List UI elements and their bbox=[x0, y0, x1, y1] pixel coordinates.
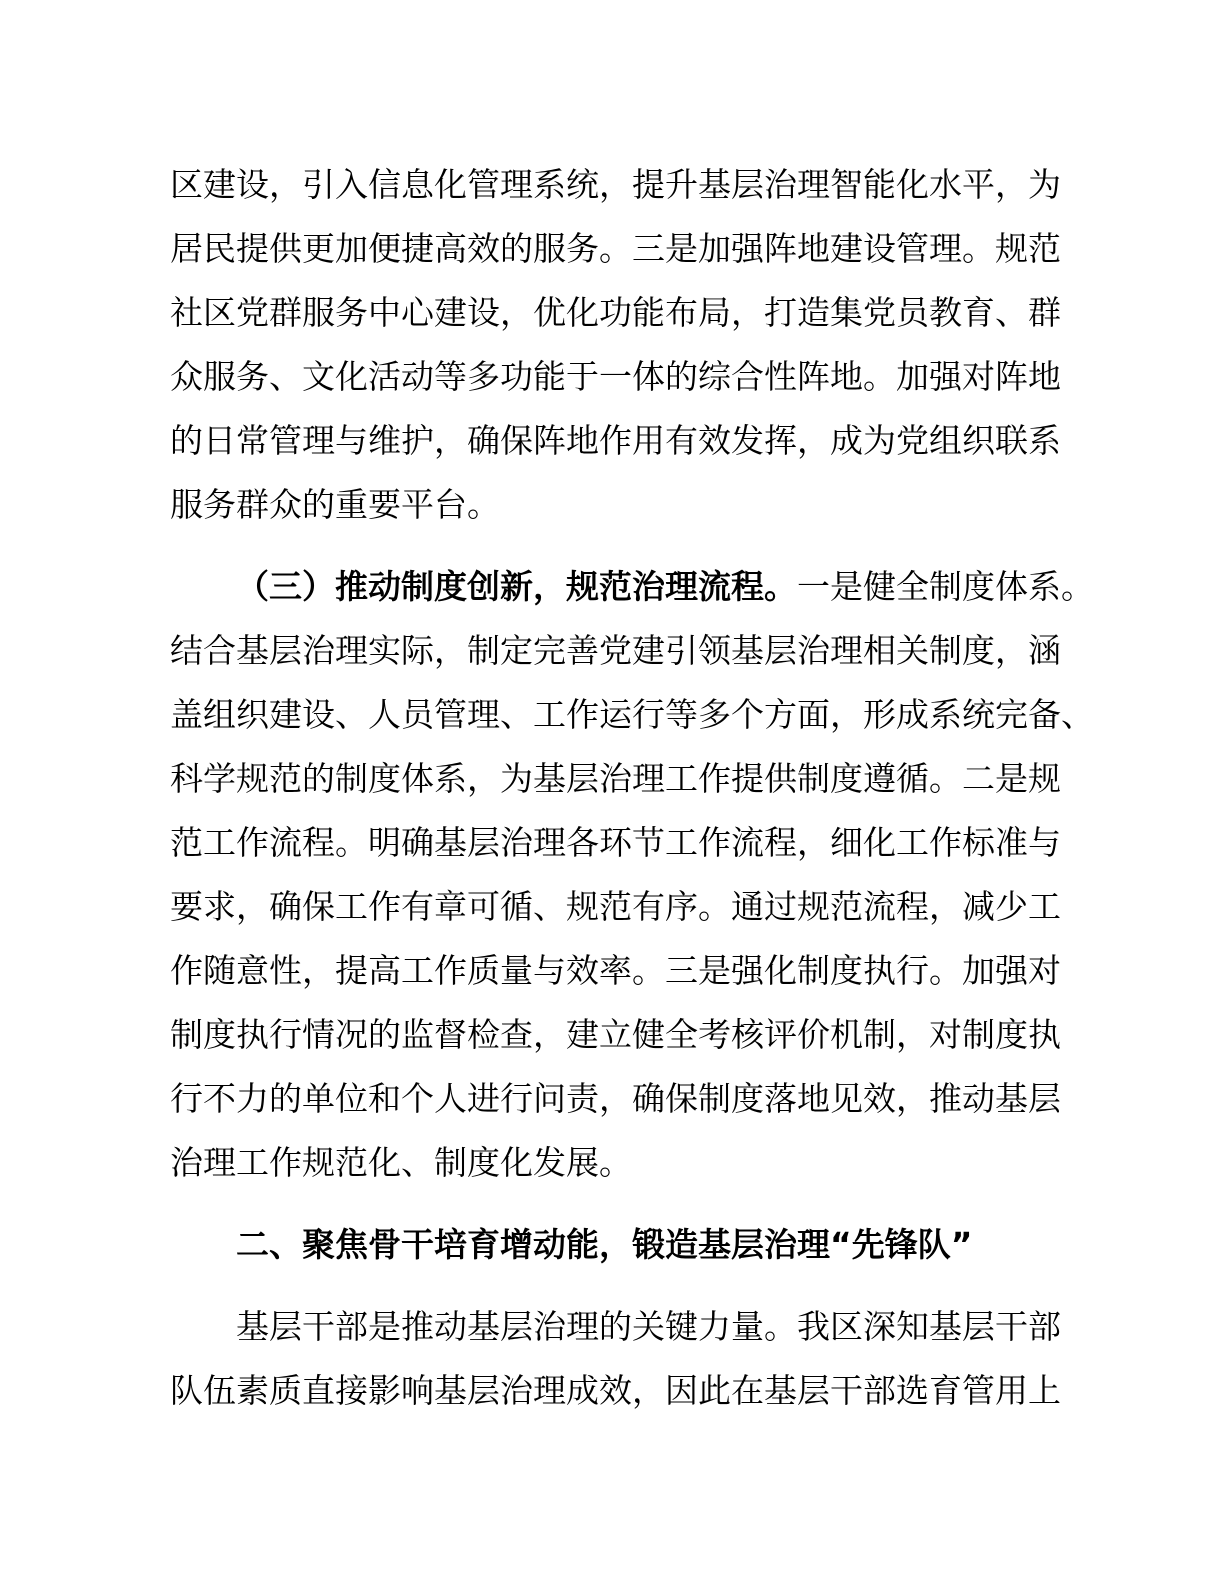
text-line: 范工作流程。明确基层治理各环节工作流程，细化工作标准与 bbox=[170, 823, 1061, 862]
text-line: 的日常管理与维护，确保阵地作用有效发挥，成为党组织联系 bbox=[170, 421, 1061, 460]
text-line: 制度执行情况的监督检查，建立健全考核评价机制，对制度执 bbox=[170, 1015, 1061, 1054]
section-two-heading: 二、聚焦骨干培育增动能，锻造基层治理“先锋队” bbox=[236, 1225, 973, 1264]
text-line: 行不力的单位和个人进行问责，确保制度落地见效，推动基层 bbox=[170, 1079, 1061, 1118]
text-line: 作随意性，提高工作质量与效率。三是强化制度执行。加强对 bbox=[170, 951, 1061, 990]
section-three-heading-run: （三）推动制度创新，规范治理流程。 bbox=[236, 567, 797, 606]
paragraph-section-three bbox=[170, 555, 1094, 1195]
text-line: 盖组织建设、人员管理、工作运行等多个方面，形成系统完备、 bbox=[170, 695, 1094, 734]
paragraph-continuation bbox=[170, 153, 1064, 537]
text-line: 要求，确保工作有章可循、规范有序。通过规范流程，减少工 bbox=[170, 887, 1061, 926]
body-text-run: 一是健全制度体系。 bbox=[797, 567, 1094, 606]
paragraph-body bbox=[170, 1295, 1064, 1423]
text-line: 队伍素质直接影响基层治理成效，因此在基层干部选育管用上 bbox=[170, 1371, 1061, 1410]
text-line: 服务群众的重要平台。 bbox=[170, 485, 500, 524]
text-line bbox=[170, 555, 1094, 619]
text-line: 众服务、文化活动等多功能于一体的综合性阵地。加强对阵地 bbox=[170, 357, 1061, 396]
text-line: 治理工作规范化、制度化发展。 bbox=[170, 1143, 632, 1182]
text-line: 结合基层治理实际，制定完善党建引领基层治理相关制度，涵 bbox=[170, 631, 1061, 670]
text-line: 区建设，引入信息化管理系统，提升基层治理智能化水平，为 bbox=[170, 165, 1061, 204]
text-line: 科学规范的制度体系，为基层治理工作提供制度遵循。二是规 bbox=[170, 759, 1061, 798]
text-line: 居民提供更加便捷高效的服务。三是加强阵地建设管理。规范 bbox=[170, 229, 1061, 268]
text-line: 社区党群服务中心建设，优化功能布局，打造集党员教育、群 bbox=[170, 293, 1061, 332]
heading-section-two bbox=[170, 1213, 1064, 1277]
text-line: 基层干部是推动基层治理的关键力量。我区深知基层干部 bbox=[236, 1307, 1061, 1346]
